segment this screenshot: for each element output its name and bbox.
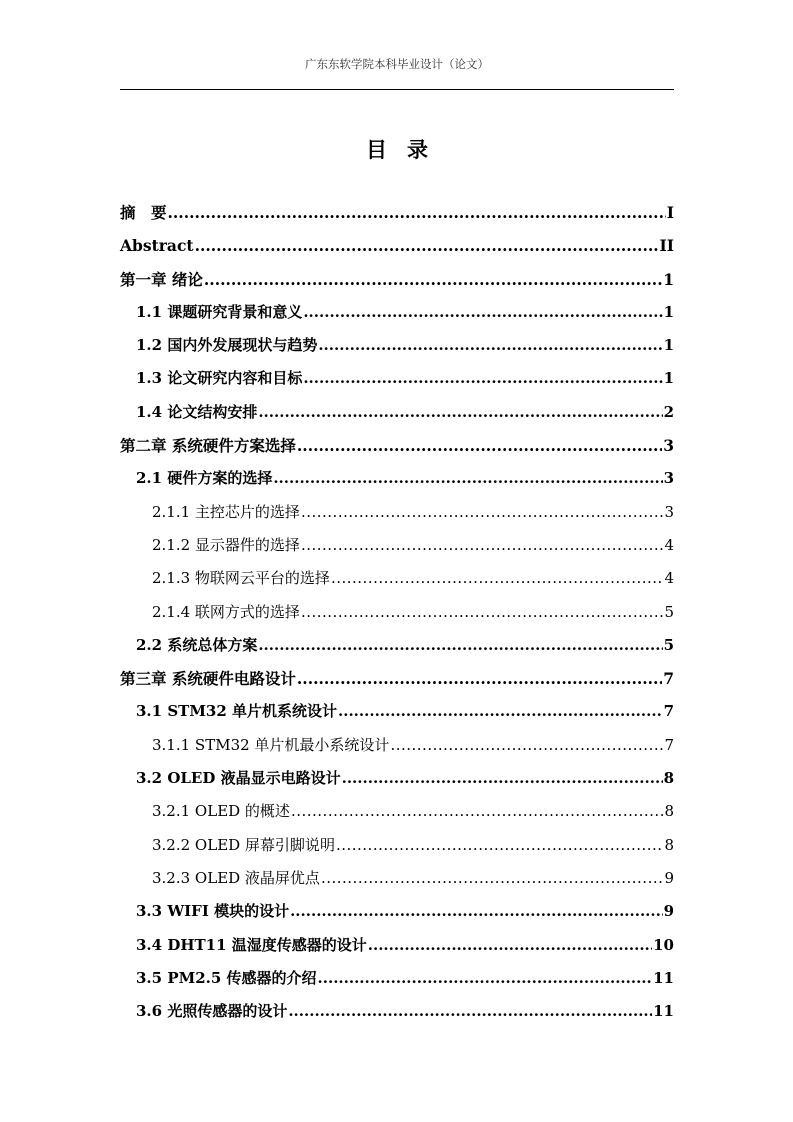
running-header: 广东东软学院本科毕业设计（论文） — [305, 57, 489, 71]
toc-leader-dots — [290, 895, 662, 928]
toc-entry[interactable] — [120, 196, 674, 229]
toc-entry-label: 3.6 光照传感器的设计 — [136, 1002, 288, 1021]
toc-entry[interactable] — [120, 429, 674, 462]
toc-entry-page: 8 — [664, 802, 674, 821]
toc-entry[interactable] — [120, 762, 674, 795]
toc-entry-page: 8 — [663, 769, 674, 788]
toc-entry-label: Abstract — [120, 236, 194, 256]
toc-leader-dots — [342, 762, 663, 795]
toc-entry[interactable] — [120, 662, 674, 695]
toc-leader-dots — [297, 429, 662, 462]
toc-entry[interactable] — [120, 695, 674, 728]
toc-entry-label: 3.2.2 OLED 屏幕引脚说明 — [152, 835, 335, 854]
toc-entry[interactable] — [120, 529, 674, 562]
toc-entry-label: 3.4 DHT11 温湿度传感器的设计 — [136, 935, 367, 954]
header-rule — [120, 89, 674, 90]
toc-entry[interactable] — [120, 462, 674, 495]
toc-entry-page: 1 — [663, 269, 674, 289]
toc-entry-label: 摘 要 — [120, 203, 167, 222]
toc-entry-page: II — [659, 236, 674, 256]
toc-entry-label: 2.1.4 联网方式的选择 — [152, 602, 300, 621]
toc-leader-dots — [168, 196, 666, 229]
toc-entry-page: 3 — [663, 469, 674, 488]
toc-entry-label: 3.2 OLED 液晶显示电路设计 — [136, 769, 341, 788]
toc-entry-page: 2 — [663, 402, 674, 421]
toc-entry[interactable] — [120, 329, 674, 362]
toc-entry-page: 11 — [653, 1002, 674, 1021]
toc-entry-label: 3.1.1 STM32 单片机最小系统设计 — [152, 735, 390, 754]
toc-leader-dots — [301, 496, 664, 529]
toc-entry-page: 1 — [663, 336, 674, 355]
toc-entry-page: 1 — [663, 302, 674, 321]
toc-leader-dots — [321, 862, 664, 895]
toc-entry-label: 1.1 课题研究背景和意义 — [136, 302, 303, 321]
toc-entry-label: 1.4 论文结构安排 — [136, 402, 258, 421]
toc-entry-page: 8 — [664, 835, 674, 854]
toc-entry-page: 3 — [664, 502, 674, 521]
toc-leader-dots — [318, 962, 653, 995]
toc-leader-dots — [258, 629, 662, 662]
toc-entry-page: 7 — [663, 702, 674, 721]
toc-leader-dots — [368, 929, 652, 962]
toc-entry[interactable] — [120, 562, 674, 595]
toc-entry[interactable] — [120, 829, 674, 862]
toc-leader-dots — [338, 695, 663, 728]
toc-leader-dots — [204, 263, 662, 296]
toc-entry[interactable] — [120, 929, 674, 962]
toc-entry[interactable] — [120, 362, 674, 395]
toc-leader-dots — [331, 562, 664, 595]
toc-leader-dots — [303, 362, 662, 395]
toc-entry-page: 5 — [664, 602, 674, 621]
toc-entry-page: 7 — [663, 669, 674, 689]
toc-leader-dots — [303, 296, 662, 329]
toc-entry[interactable] — [120, 596, 674, 629]
toc-leader-dots — [301, 529, 664, 562]
toc-entry[interactable] — [120, 962, 674, 995]
toc-entry-label: 1.3 论文研究内容和目标 — [136, 369, 303, 388]
toc-entry[interactable] — [120, 396, 674, 429]
toc-leader-dots — [291, 795, 664, 828]
table-of-contents — [120, 196, 674, 1028]
toc-leader-dots — [288, 995, 652, 1028]
toc-entry-page: 4 — [664, 535, 674, 554]
toc-entry[interactable] — [120, 296, 674, 329]
toc-leader-dots — [390, 729, 663, 762]
toc-entry[interactable] — [120, 263, 674, 296]
toc-leader-dots — [297, 662, 662, 695]
toc-entry-label: 3.3 WIFI 模块的设计 — [136, 902, 290, 921]
toc-entry[interactable] — [120, 496, 674, 529]
toc-entry-label: 2.1.3 物联网云平台的选择 — [152, 569, 330, 588]
toc-leader-dots — [258, 396, 662, 429]
toc-entry-label: 2.1.2 显示器件的选择 — [152, 535, 300, 554]
toc-entry[interactable] — [120, 729, 674, 762]
toc-entry-page: 4 — [664, 569, 674, 588]
toc-entry-page: 11 — [653, 968, 674, 987]
toc-entry-page: 9 — [663, 902, 674, 921]
toc-entry-label: 第三章 系统硬件电路设计 — [120, 669, 296, 689]
toc-entry-label: 3.5 PM2.5 传感器的介绍 — [136, 968, 317, 987]
toc-entry-page: 3 — [663, 436, 674, 456]
toc-leader-dots — [336, 829, 664, 862]
toc-leader-dots — [273, 462, 662, 495]
toc-entry-label: 2.2 系统总体方案 — [136, 635, 258, 654]
toc-entry-label: 2.1.1 主控芯片的选择 — [152, 502, 300, 521]
toc-entry-label: 第二章 系统硬件方案选择 — [120, 436, 296, 456]
toc-entry[interactable] — [120, 629, 674, 662]
toc-entry-page: 7 — [664, 735, 674, 754]
toc-entry[interactable] — [120, 895, 674, 928]
toc-entry[interactable] — [120, 229, 674, 262]
toc-entry-page: 1 — [663, 369, 674, 388]
toc-title: 目录 — [366, 137, 448, 162]
toc-entry-label: 第一章 绪论 — [120, 269, 203, 289]
toc-entry-label: 1.2 国内外发展现状与趋势 — [136, 336, 318, 355]
toc-entry-page: 10 — [653, 935, 674, 954]
toc-leader-dots — [318, 329, 662, 362]
toc-entry[interactable] — [120, 862, 674, 895]
toc-entry-label: 3.1 STM32 单片机系统设计 — [136, 702, 338, 721]
toc-entry-page: 9 — [664, 868, 674, 887]
toc-entry[interactable] — [120, 995, 674, 1028]
toc-entry-label: 3.2.1 OLED 的概述 — [152, 802, 290, 821]
toc-leader-dots — [195, 229, 659, 262]
toc-entry-label: 2.1 硬件方案的选择 — [136, 469, 273, 488]
toc-entry-page: I — [666, 203, 674, 222]
toc-entry[interactable] — [120, 795, 674, 828]
toc-entry-page: 5 — [663, 635, 674, 654]
toc-leader-dots — [301, 596, 664, 629]
toc-entry-label: 3.2.3 OLED 液晶屏优点 — [152, 868, 320, 887]
